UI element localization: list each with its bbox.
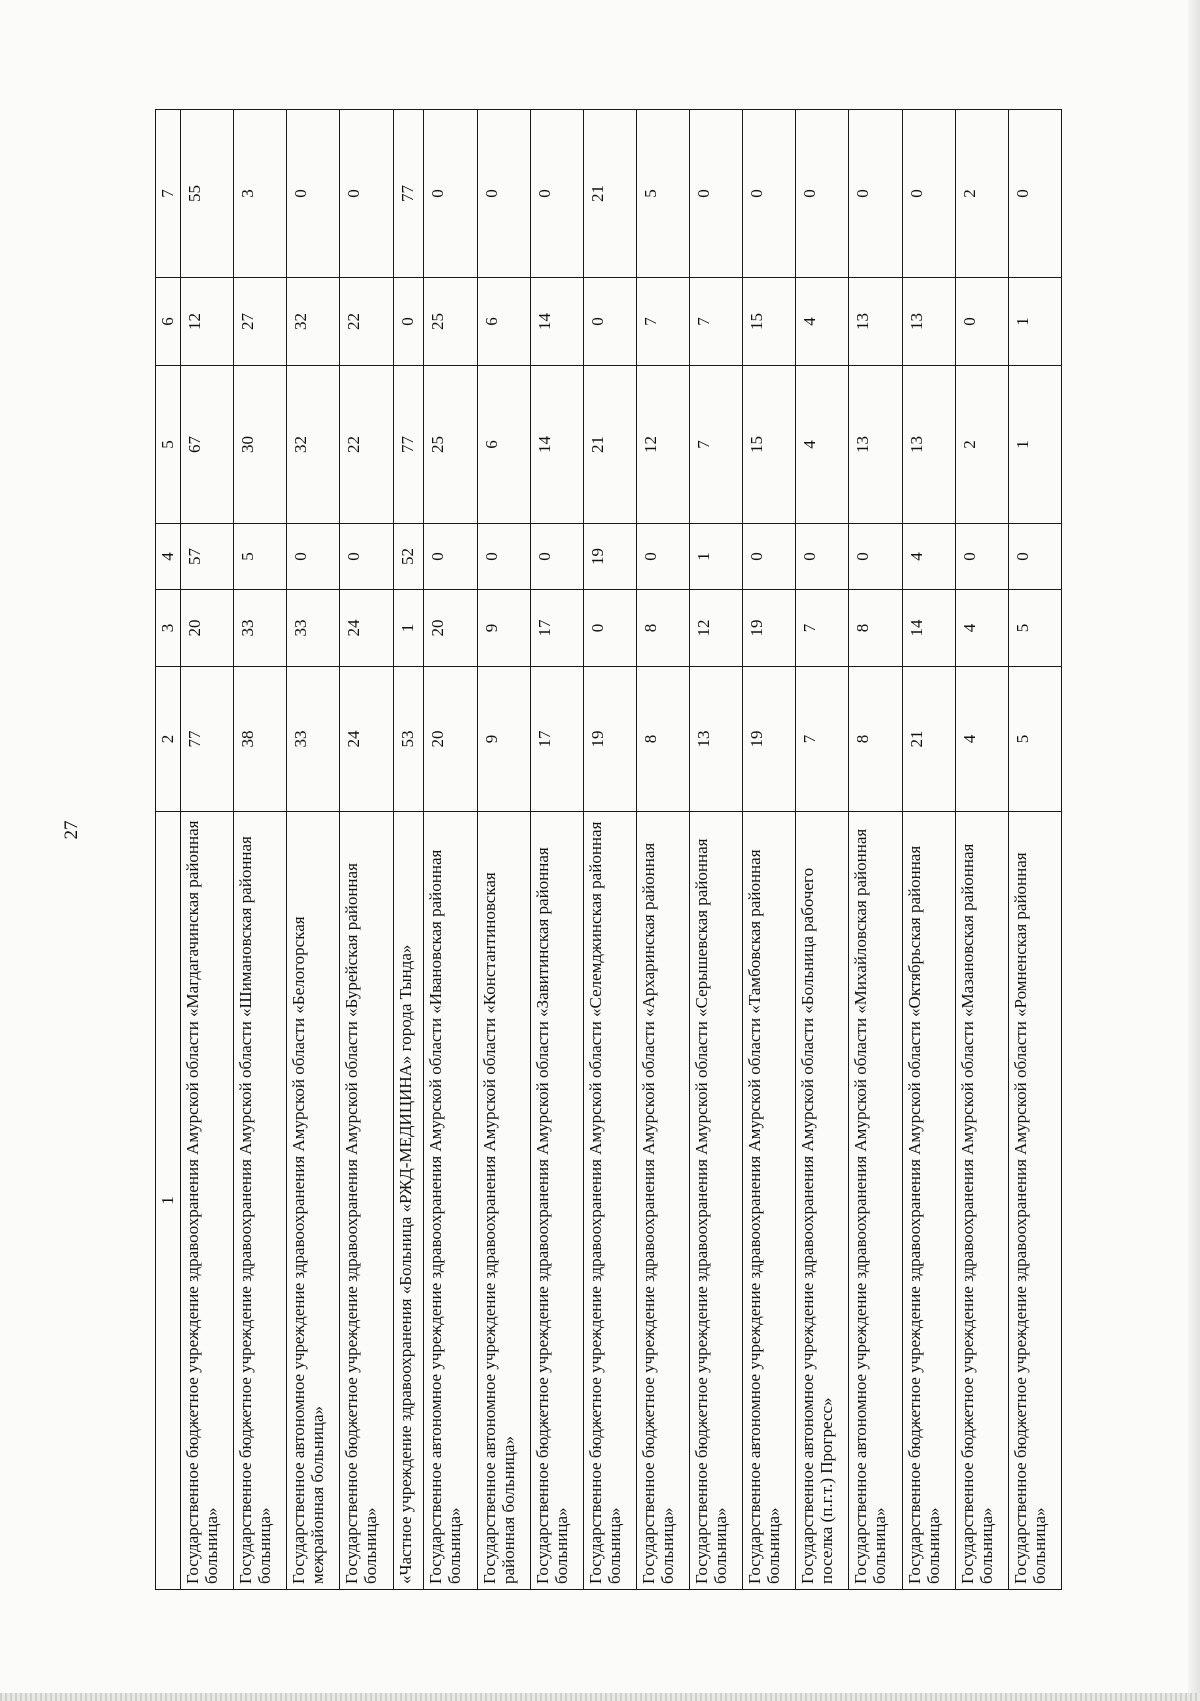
- institution-name-cell: Государственное автономное учреждение здравоохранения Амурской области «Белогорская межрайонная больница»: [287, 812, 340, 1590]
- scan-edge-right: [1188, 0, 1200, 1701]
- value-cell: 0: [796, 110, 849, 278]
- table-row: [340, 110, 393, 1590]
- value-cell: 0: [477, 524, 530, 590]
- value-cell: 30: [234, 366, 287, 524]
- value-cell: 0: [902, 110, 955, 278]
- value-cell: 25: [424, 278, 477, 366]
- value-cell: 0: [743, 110, 796, 278]
- value-cell: 4: [955, 667, 1008, 812]
- value-cell: 33: [287, 590, 340, 667]
- value-cell: 8: [636, 667, 689, 812]
- value-cell: 67: [181, 366, 234, 524]
- value-cell: 38: [234, 667, 287, 812]
- table-row: [902, 110, 955, 1590]
- column-header: 7: [156, 110, 181, 278]
- value-cell: 33: [234, 590, 287, 667]
- value-cell: 32: [287, 278, 340, 366]
- institution-name-cell: Государственное бюджетное учреждение здравоохранения Амурской области «Завитинская районная больница»: [530, 812, 583, 1590]
- value-cell: 0: [690, 110, 743, 278]
- rotated-table-container: [155, 110, 1062, 1590]
- value-cell: 12: [690, 590, 743, 667]
- value-cell: 0: [287, 110, 340, 278]
- institution-name-cell: Государственное бюджетное учреждение здравоохранения Амурской области «Магдагачинская районная больница»: [181, 812, 234, 1590]
- value-cell: 15: [743, 278, 796, 366]
- institution-name-cell: Государственное бюджетное учреждение здравоохранения Амурской области «Селемджинская районная больница»: [583, 812, 636, 1590]
- value-cell: 0: [849, 110, 902, 278]
- value-cell: 6: [477, 278, 530, 366]
- value-cell: 5: [1008, 590, 1061, 667]
- value-cell: 0: [849, 524, 902, 590]
- value-cell: 0: [424, 524, 477, 590]
- value-cell: 19: [743, 590, 796, 667]
- table-row: [424, 110, 477, 1590]
- institution-name-cell: Государственное автономное учреждение здравоохранения Амурской области «Больница рабочего поселка (п.г.т.) Прогресс»: [796, 812, 849, 1590]
- value-cell: 13: [849, 366, 902, 524]
- value-cell: 2: [955, 366, 1008, 524]
- value-cell: 77: [181, 667, 234, 812]
- value-cell: 7: [690, 278, 743, 366]
- value-cell: 0: [287, 524, 340, 590]
- institution-name-cell: Государственное бюджетное учреждение здравоохранения Амурской области «Мазановская районная больница»: [955, 812, 1008, 1590]
- value-cell: 14: [530, 278, 583, 366]
- value-cell: 0: [955, 278, 1008, 366]
- value-cell: 5: [1008, 667, 1061, 812]
- column-header: 5: [156, 366, 181, 524]
- value-cell: 21: [902, 667, 955, 812]
- value-cell: 12: [636, 366, 689, 524]
- institution-name-cell: Государственное бюджетное учреждение здравоохранения Амурской области «Шимановская районная больница»: [234, 812, 287, 1590]
- value-cell: 8: [849, 590, 902, 667]
- value-cell: 4: [902, 524, 955, 590]
- value-cell: 0: [1008, 110, 1061, 278]
- value-cell: 0: [583, 590, 636, 667]
- value-cell: 21: [583, 366, 636, 524]
- table-row: [955, 110, 1008, 1590]
- column-header: 6: [156, 278, 181, 366]
- value-cell: 21: [583, 110, 636, 278]
- institution-name-cell: Государственное бюджетное учреждение здравоохранения Амурской области «Бурейская районная больница»: [340, 812, 393, 1590]
- value-cell: 13: [902, 366, 955, 524]
- value-cell: 0: [424, 110, 477, 278]
- table-row: [287, 110, 340, 1590]
- value-cell: 2: [955, 110, 1008, 278]
- value-cell: 55: [181, 110, 234, 278]
- header-row: [156, 110, 181, 1590]
- value-cell: 9: [477, 590, 530, 667]
- value-cell: 0: [1008, 524, 1061, 590]
- table-body: [181, 110, 1062, 1590]
- value-cell: 0: [530, 110, 583, 278]
- value-cell: 24: [340, 590, 393, 667]
- value-cell: 0: [393, 278, 424, 366]
- institution-name-cell: Государственное бюджетное учреждение здравоохранения Амурской области «Октябрьская районная больница»: [902, 812, 955, 1590]
- value-cell: 0: [955, 524, 1008, 590]
- value-cell: 5: [234, 524, 287, 590]
- institution-name-cell: Государственное бюджетное учреждение здравоохранения Амурской области «Архаринская районная больница»: [636, 812, 689, 1590]
- table-row: [1008, 110, 1061, 1590]
- table-row: [477, 110, 530, 1590]
- page-number: 27: [61, 820, 82, 840]
- value-cell: 1: [393, 590, 424, 667]
- value-cell: 33: [287, 667, 340, 812]
- value-cell: 13: [690, 667, 743, 812]
- value-cell: 52: [393, 524, 424, 590]
- column-header: 3: [156, 590, 181, 667]
- value-cell: 1: [1008, 366, 1061, 524]
- value-cell: 7: [636, 278, 689, 366]
- value-cell: 14: [902, 590, 955, 667]
- value-cell: 22: [340, 278, 393, 366]
- value-cell: 0: [743, 524, 796, 590]
- value-cell: 0: [530, 524, 583, 590]
- institution-name-cell: Государственное автономное учреждение здравоохранения Амурской области «Ивановская районная больница»: [424, 812, 477, 1590]
- value-cell: 19: [583, 667, 636, 812]
- institution-name-cell: Государственное автономное учреждение здравоохранения Амурской области «Тамбовская районная больница»: [743, 812, 796, 1590]
- value-cell: 5: [636, 110, 689, 278]
- value-cell: 1: [690, 524, 743, 590]
- value-cell: 19: [743, 667, 796, 812]
- value-cell: 14: [530, 366, 583, 524]
- value-cell: 25: [424, 366, 477, 524]
- value-cell: 4: [796, 366, 849, 524]
- value-cell: 13: [902, 278, 955, 366]
- institution-name-cell: «Частное учреждение здравоохранения «Больница «РЖД-МЕДИЦИНА» города Тында»: [393, 812, 424, 1590]
- value-cell: 0: [583, 278, 636, 366]
- value-cell: 77: [393, 366, 424, 524]
- scan-edge-bottom: [0, 1693, 1200, 1701]
- value-cell: 4: [796, 278, 849, 366]
- table-row: [583, 110, 636, 1590]
- value-cell: 8: [636, 590, 689, 667]
- value-cell: 6: [477, 366, 530, 524]
- value-cell: 9: [477, 667, 530, 812]
- institution-name-cell: Государственное автономное учреждение здравоохранения Амурской области «Константиновская районная больница»: [477, 812, 530, 1590]
- value-cell: 1: [1008, 278, 1061, 366]
- value-cell: 77: [393, 110, 424, 278]
- value-cell: 32: [287, 366, 340, 524]
- value-cell: 7: [690, 366, 743, 524]
- value-cell: 17: [530, 667, 583, 812]
- value-cell: 4: [955, 590, 1008, 667]
- table-row: [636, 110, 689, 1590]
- value-cell: 20: [424, 667, 477, 812]
- hospital-table: [155, 109, 1062, 1590]
- column-header: 1: [156, 812, 181, 1590]
- value-cell: 7: [796, 667, 849, 812]
- table-row: [530, 110, 583, 1590]
- value-cell: 0: [340, 110, 393, 278]
- table-row: [796, 110, 849, 1590]
- table-row: [690, 110, 743, 1590]
- value-cell: 0: [796, 524, 849, 590]
- institution-name-cell: Государственное бюджетное учреждение здравоохранения Амурской области «Ромненская районная больница»: [1008, 812, 1061, 1590]
- value-cell: 57: [181, 524, 234, 590]
- value-cell: 13: [849, 278, 902, 366]
- institution-name-cell: Государственное автономное учреждение здравоохранения Амурской области «Михайловская районная больница»: [849, 812, 902, 1590]
- table-row: [393, 110, 424, 1590]
- column-header: 2: [156, 667, 181, 812]
- value-cell: 53: [393, 667, 424, 812]
- column-header: 4: [156, 524, 181, 590]
- value-cell: 24: [340, 667, 393, 812]
- value-cell: 12: [181, 278, 234, 366]
- value-cell: 22: [340, 366, 393, 524]
- value-cell: 27: [234, 278, 287, 366]
- value-cell: 15: [743, 366, 796, 524]
- value-cell: 8: [849, 667, 902, 812]
- table-row: [743, 110, 796, 1590]
- value-cell: 19: [583, 524, 636, 590]
- value-cell: 7: [796, 590, 849, 667]
- table-row: [849, 110, 902, 1590]
- value-cell: 0: [477, 110, 530, 278]
- value-cell: 0: [340, 524, 393, 590]
- value-cell: 20: [424, 590, 477, 667]
- table-row: [234, 110, 287, 1590]
- value-cell: 0: [636, 524, 689, 590]
- value-cell: 20: [181, 590, 234, 667]
- value-cell: 3: [234, 110, 287, 278]
- table-row: [181, 110, 234, 1590]
- value-cell: 17: [530, 590, 583, 667]
- institution-name-cell: Государственное бюджетное учреждение здравоохранения Амурской области «Серышевская районная больница»: [690, 812, 743, 1590]
